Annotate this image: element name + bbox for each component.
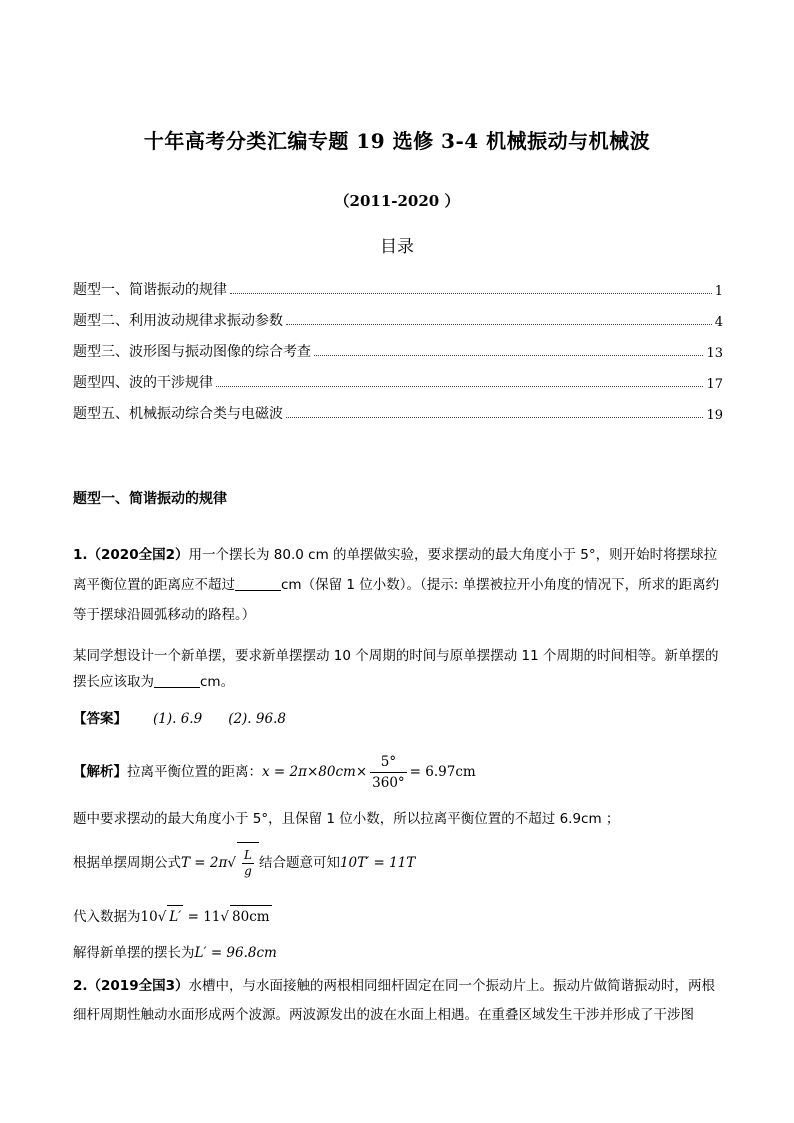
fraction-numerator: 5° xyxy=(370,752,407,773)
sqrt-body: L′ xyxy=(167,905,183,928)
question-text: 某同学想设计一个新单摆，要求新单摆摆动 10 个周期的时间与原单摆摆动 11 个周期的时间相等。新单摆的摆长应该取为 xyxy=(73,648,719,690)
question-text: 水槽中，与水面接触的两根相同细杆固定在同一个振动片上。振动片做简谐振动时，两根细杆周期性触动水面形成两个波源。两波源发出的波在水面上相遇。在重叠区域发生干涉并形成了干涉图 xyxy=(73,978,715,1023)
toc-leader-dots xyxy=(230,292,712,294)
question-number: 1.（2020全国2） xyxy=(73,547,189,563)
table-of-contents xyxy=(73,268,723,423)
toc-heading: 目录 xyxy=(380,237,414,257)
toc-entry-page: 1 xyxy=(714,284,723,299)
section-heading: 题型一、简谐振动的规律 xyxy=(73,491,227,507)
question-number: 2.（2019全国3） xyxy=(73,978,189,994)
toc-entry-label: 题型五、机械振动综合类与电磁波 xyxy=(73,406,283,422)
answer-blank xyxy=(154,673,200,688)
answer-line xyxy=(73,708,723,730)
toc-entry[interactable] xyxy=(73,268,723,299)
fraction-denominator: g xyxy=(244,863,252,878)
sqrt-body xyxy=(237,842,259,883)
question-2-stem xyxy=(73,972,723,1030)
answer-value: (2). 96.8 xyxy=(228,711,286,727)
analysis-line-3 xyxy=(73,842,723,883)
analysis-text: 代入数据为 xyxy=(73,909,141,925)
equation-part: = 11 xyxy=(183,909,221,925)
analysis-tag: 【解析】 xyxy=(73,764,127,780)
year-range: （2011-2020 ） xyxy=(334,192,460,210)
equation-part: 10T′ = 11T xyxy=(339,855,416,871)
question-text: 用一个摆长为 80.0 cm 的单摆做实验，要求摆动的最大角度小于 5°，则开始时将摆球拉离平衡位置的距离应不超过 xyxy=(73,547,718,593)
answer-tag: 【答案】 xyxy=(73,711,127,727)
analysis-line-1 xyxy=(73,748,723,796)
analysis-line-4 xyxy=(73,905,723,928)
toc-leader-dots xyxy=(286,416,703,418)
equation-part: x = 2π×80cm× xyxy=(262,764,368,780)
equation-part: = 6.97cm xyxy=(409,764,476,780)
toc-entry[interactable] xyxy=(73,361,723,392)
sqrt-body: 80cm xyxy=(230,905,272,928)
toc-leader-dots xyxy=(216,385,703,387)
answer-value: (1). 6.9 xyxy=(153,711,203,727)
fraction-numerator: L xyxy=(243,847,252,862)
toc-entry[interactable] xyxy=(73,330,723,361)
equation-part: L′ = 96.8cm xyxy=(194,945,277,961)
analysis-line-2: 题中要求摆动的最大角度小于 5°，且保留 1 位小数，所以拉离平衡位置的不超过 6.9cm ； xyxy=(73,811,620,827)
question-text: cm（保留 1 位小数）。（提示: 单摆被拉开小角度的情况下，所求的距离约等于摆球沿圆弧移动的路程。） xyxy=(73,577,720,623)
analysis-text: 解得新单摆的摆长为 xyxy=(73,945,195,961)
toc-entry-page: 4 xyxy=(714,315,723,330)
sqrt-symbol: √ xyxy=(227,855,236,871)
analysis-text: 根据单摆周期公式 xyxy=(73,855,181,871)
toc-leader-dots xyxy=(286,323,712,325)
sqrt-symbol: √ xyxy=(157,909,167,925)
answer-blank xyxy=(235,576,281,591)
toc-entry-page: 13 xyxy=(706,346,723,361)
toc-entry-page: 17 xyxy=(706,377,723,392)
equation-part: 10 xyxy=(140,909,158,925)
toc-entry-label: 题型三、波形图与振动图像的综合考查 xyxy=(73,344,311,360)
sqrt-symbol: √ xyxy=(220,909,230,925)
document-title: 十年高考分类汇编专题 19 选修 3-4 机械振动与机械波 xyxy=(143,129,651,153)
analysis-text: 结合题意可知 xyxy=(258,855,340,871)
toc-entry-label: 题型四、波的干涉规律 xyxy=(73,375,213,391)
toc-entry-page: 19 xyxy=(706,408,723,423)
analysis-text: 拉离平衡位置的距离： xyxy=(127,764,262,780)
fraction xyxy=(370,752,407,793)
toc-leader-dots xyxy=(314,354,703,356)
toc-entry[interactable] xyxy=(73,392,723,423)
analysis-line-5 xyxy=(73,942,723,964)
toc-entry-label: 题型二、利用波动规律求振动参数 xyxy=(73,313,283,329)
fraction-denominator: 360° xyxy=(372,774,405,791)
question-text: cm。 xyxy=(200,674,235,690)
question-1-stem xyxy=(73,540,723,630)
toc-entry-label: 题型一、简谐振动的规律 xyxy=(73,282,227,298)
question-1-followup xyxy=(73,643,723,695)
fraction xyxy=(242,848,254,879)
equation-part: T = 2π xyxy=(181,855,228,871)
toc-entry[interactable] xyxy=(73,299,723,330)
